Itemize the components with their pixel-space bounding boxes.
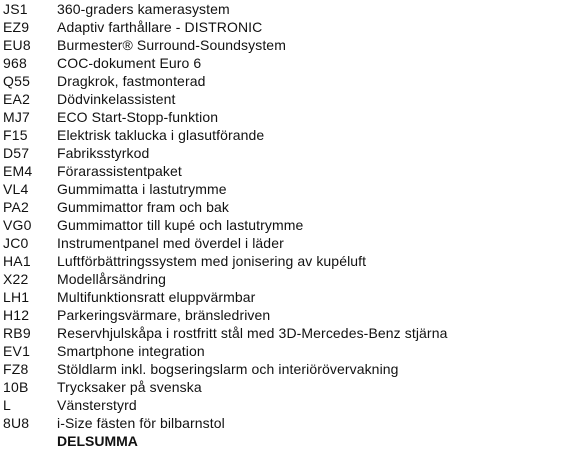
option-description: Luftförbättringssystem med jonisering av kupéluft: [57, 253, 367, 269]
option-description: Gummimattor fram och bak: [57, 199, 229, 215]
option-code: RB9: [3, 325, 31, 341]
option-description: Dragkrok, fastmonterad: [57, 73, 206, 89]
option-row: [0, 18, 575, 36]
option-row: [0, 360, 575, 378]
option-row: [0, 342, 575, 360]
option-code: EZ9: [3, 19, 30, 35]
option-row: [0, 36, 575, 54]
option-row: [0, 0, 575, 18]
option-description: Multifunktionsratt eluppvärmbar: [57, 289, 256, 305]
option-code: 8U8: [3, 415, 30, 431]
option-code: X22: [3, 271, 29, 287]
option-code: HA1: [3, 253, 31, 269]
option-code: EM4: [3, 163, 33, 179]
option-code: MJ7: [3, 109, 31, 125]
option-code: EU8: [3, 37, 31, 53]
option-code: L: [3, 397, 11, 413]
option-row: [0, 144, 575, 162]
option-description: Parkeringsvärmare, bränsledriven: [57, 307, 271, 323]
option-row: [0, 90, 575, 108]
option-row: [0, 270, 575, 288]
option-description: Fabriksstyrkod: [57, 145, 150, 161]
option-description: Trycksaker på svenska: [57, 379, 202, 395]
option-code: F15: [3, 127, 28, 143]
subtotal-row: [0, 432, 575, 450]
option-row: [0, 180, 575, 198]
option-row: [0, 108, 575, 126]
option-code: LH1: [3, 289, 30, 305]
option-code: Q55: [3, 73, 31, 89]
option-row: [0, 216, 575, 234]
option-code: 968: [3, 55, 27, 71]
option-code: H12: [3, 307, 30, 323]
option-description: Modellårsändring: [57, 271, 166, 287]
option-row: [0, 306, 575, 324]
option-description: Adaptiv farthållare - DISTRONIC: [57, 19, 263, 35]
option-row: [0, 126, 575, 144]
option-description: Smartphone integration: [57, 343, 205, 359]
option-row: [0, 252, 575, 270]
option-code: 10B: [3, 379, 29, 395]
option-code: EA2: [3, 91, 31, 107]
option-row: [0, 414, 575, 432]
option-description: i-Size fästen för bilbarnstol: [57, 415, 225, 431]
option-description: ECO Start-Stopp-funktion: [57, 109, 219, 125]
option-row: [0, 72, 575, 90]
subtotal-label: DELSUMMA: [57, 433, 138, 449]
option-description: Vänsterstyrd: [57, 397, 137, 413]
option-description: Instrumentpanel med överdel i läder: [57, 235, 284, 251]
option-row: [0, 288, 575, 306]
option-code: PA2: [3, 199, 30, 215]
option-code: VG0: [3, 217, 32, 233]
option-description: Gummimatta i lastutrymme: [57, 181, 227, 197]
option-description: Reservhjulskåpa i rostfritt stål med 3D-Mercedes-Benz stjärna: [57, 325, 448, 341]
option-code: FZ8: [3, 361, 29, 377]
option-row: [0, 396, 575, 414]
option-row: [0, 198, 575, 216]
option-code: JC0: [3, 235, 29, 251]
option-row: [0, 378, 575, 396]
option-code: D57: [3, 145, 30, 161]
option-description: Stöldlarm inkl. bogseringslarm och interiörövervakning: [57, 361, 399, 377]
option-description: Dödvinkelassistent: [57, 91, 176, 107]
option-row: [0, 162, 575, 180]
option-row: [0, 234, 575, 252]
option-row: [0, 54, 575, 72]
option-description: Elektrisk taklucka i glasutförande: [57, 127, 265, 143]
option-code: VL4: [3, 181, 29, 197]
option-description: 360-graders kamerasystem: [57, 1, 230, 17]
option-code: JS1: [3, 1, 28, 17]
option-description: Burmester® Surround-Soundsystem: [57, 37, 286, 53]
option-description: Gummimattor till kupé och lastutrymme: [57, 217, 304, 233]
option-description: COC-dokument Euro 6: [57, 55, 202, 71]
option-description: Förarassistentpaket: [57, 163, 182, 179]
option-row: [0, 324, 575, 342]
option-code: EV1: [3, 343, 31, 359]
